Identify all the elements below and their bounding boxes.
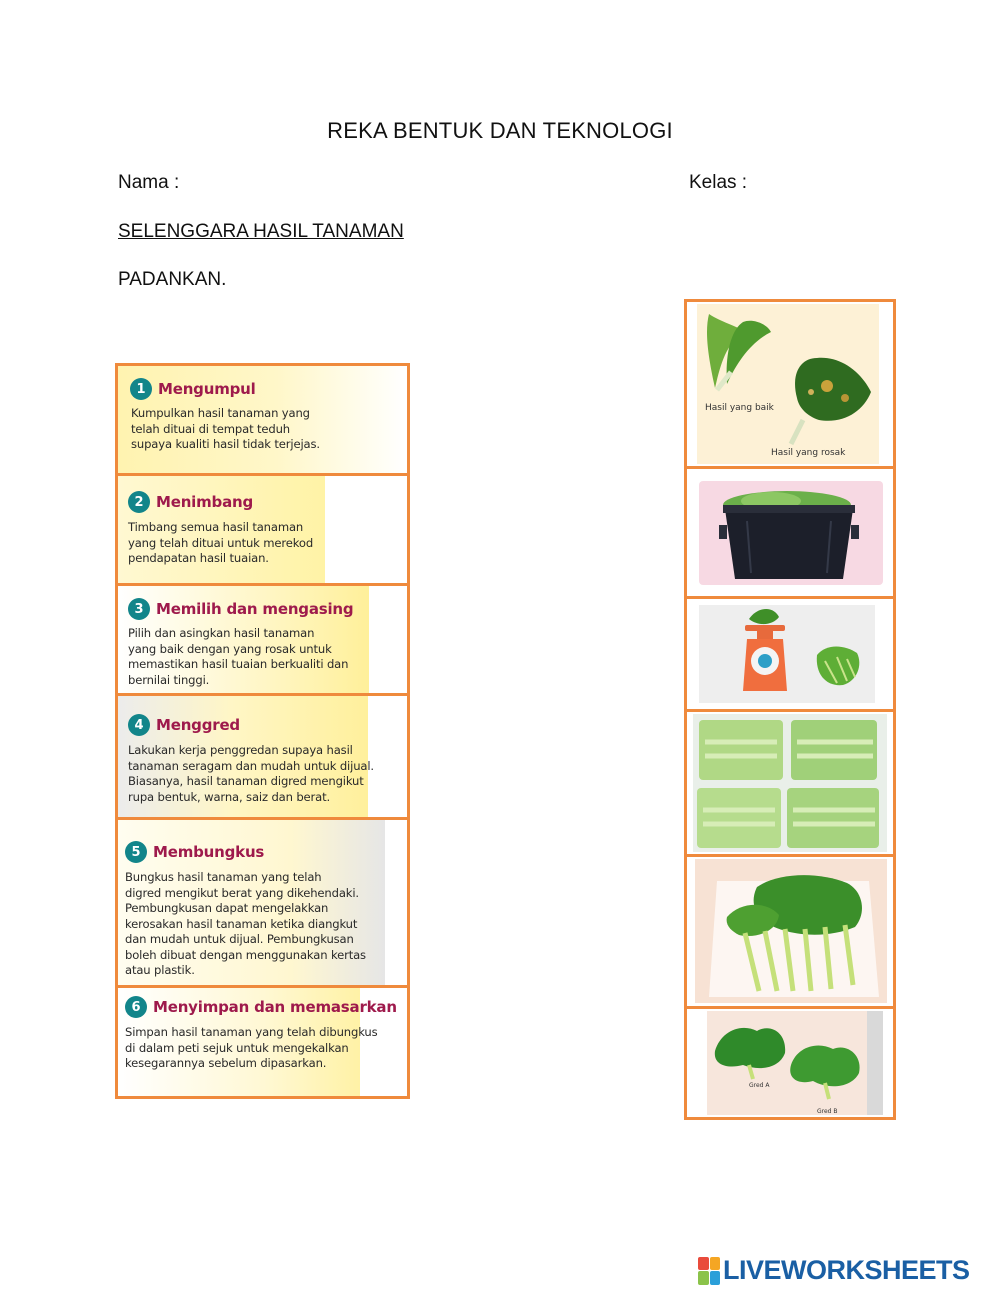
step-card[interactable] bbox=[118, 366, 407, 476]
steps-column bbox=[115, 363, 410, 1099]
packaged-greens-image bbox=[687, 712, 893, 854]
svg-text:Hasil yang baik: Hasil yang baik bbox=[705, 403, 774, 413]
picture-card[interactable] bbox=[687, 469, 893, 599]
picture-card[interactable] bbox=[687, 1009, 893, 1117]
picture-card[interactable] bbox=[687, 857, 893, 1009]
step-title: Menimbang bbox=[156, 493, 254, 511]
liveworksheets-icon bbox=[698, 1257, 720, 1285]
step-title: Menyimpan dan memasarkan bbox=[153, 998, 397, 1016]
step-description: Simpan hasil tanaman yang telah dibungkus di dalam peti sejuk untuk mengekalkan kesegarannya sebelum dipasarkan. bbox=[125, 1025, 378, 1070]
weighing-scale-image bbox=[687, 599, 893, 709]
step-card[interactable] bbox=[118, 820, 407, 988]
pictures-column bbox=[684, 299, 896, 1120]
svg-text:Gred B: Gred B bbox=[817, 1108, 838, 1115]
class-label: Kelas : bbox=[689, 172, 748, 193]
step-title: Menggred bbox=[156, 716, 240, 734]
step-description: Timbang semua hasil tanaman yang telah dituai untuk merekod pendapatan hasil tuaian. bbox=[128, 520, 314, 565]
crate-of-vegetables-image bbox=[687, 469, 893, 596]
svg-text:Hasil yang rosak: Hasil yang rosak bbox=[771, 448, 846, 458]
picture-card[interactable] bbox=[687, 302, 893, 469]
step-number-badge: 4 bbox=[128, 714, 150, 736]
liveworksheets-brand: LIVEWORKSHEETS bbox=[723, 1255, 970, 1285]
step-title: Membungkus bbox=[153, 843, 265, 861]
step-title: Memilih dan mengasing bbox=[156, 600, 354, 618]
step-card[interactable] bbox=[118, 696, 407, 820]
svg-text:Gred A: Gred A bbox=[749, 1082, 770, 1089]
liveworksheets-logo bbox=[698, 1255, 970, 1286]
instruction-text: PADANKAN. bbox=[118, 269, 227, 290]
step-number-badge: 3 bbox=[128, 598, 150, 620]
step-number-badge: 6 bbox=[125, 996, 147, 1018]
name-label: Nama : bbox=[118, 172, 180, 193]
picture-card[interactable] bbox=[687, 599, 893, 712]
step-number-badge: 2 bbox=[128, 491, 150, 513]
step-card[interactable] bbox=[118, 586, 407, 696]
step-title: Mengumpul bbox=[158, 380, 256, 398]
step-description: Pilih dan asingkan hasil tanaman yang baik dengan yang rosak untuk memastikan hasil tuaian berkualiti dan bernilai tinggi. bbox=[128, 626, 349, 687]
step-card[interactable] bbox=[118, 476, 407, 586]
step-description: Lakukan kerja penggredan supaya hasil tanaman seragam dan mudah untuk dijual. Biasanya, hasil tanaman digred mengikut rupa bentuk, warna, saiz dan berat. bbox=[128, 743, 374, 804]
step-number-badge: 5 bbox=[125, 841, 147, 863]
picture-card[interactable] bbox=[687, 712, 893, 857]
page-title: REKA BENTUK DAN TEKNOLOGI bbox=[327, 118, 673, 143]
step-number-badge: 1 bbox=[130, 378, 152, 400]
step-card[interactable] bbox=[118, 988, 407, 1096]
section-subtitle: SELENGGARA HASIL TANAMAN bbox=[118, 221, 404, 242]
step-description: Bungkus hasil tanaman yang telah digred mengikut berat yang dikehendaki. Pembungkusan dapat mengelakkan kerosakan hasil tanaman ketika diangkut dan mudah untuk dijual. Pembungkusan boleh dibuat dengan menggunakan kertas atau plastik. bbox=[125, 870, 366, 977]
good-vs-damaged-produce-image bbox=[687, 302, 893, 466]
graded-produce-image bbox=[687, 1009, 893, 1117]
step-description: Kumpulkan hasil tanaman yang telah dituai di tempat teduh supaya kualiti hasil tidak terjejas. bbox=[131, 406, 320, 451]
bagged-greens-image bbox=[687, 857, 893, 1006]
